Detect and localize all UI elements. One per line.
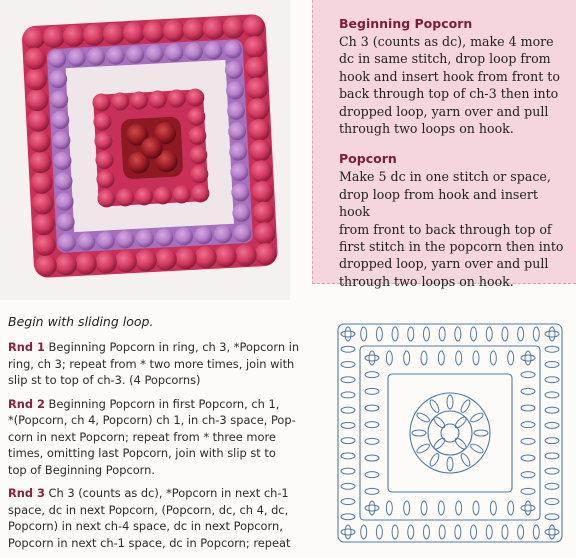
popcorn-symbol: [490, 501, 496, 515]
round-label: Rnd 1: [8, 340, 45, 354]
popcorn-text: [339, 168, 564, 290]
text-line: first stitch in the popcorn then into: [339, 239, 564, 255]
popcorn-symbol: [432, 415, 446, 429]
popcorn-symbol: [345, 327, 351, 341]
popcorn-symbol: [473, 351, 479, 365]
beginning-popcorn-heading: Beginning Popcorn: [339, 16, 473, 31]
stitch-definitions-box: [312, 0, 576, 289]
popcorn-symbol: [447, 395, 453, 409]
crochet-symbol-chart: [330, 318, 570, 547]
popcorn-symbol: [423, 327, 429, 341]
text-line: hook and insert hook from front to: [339, 68, 560, 84]
popcorn-symbol: [474, 430, 488, 436]
text-line: through two loops on hook.: [339, 121, 514, 137]
popcorn-symbol: [518, 525, 524, 539]
popcorn-symbol: [408, 525, 414, 539]
popcorn-symbol: [549, 327, 555, 341]
round-1: [8, 339, 313, 389]
popcorn-symbol: [454, 437, 468, 451]
popcorn-symbol: [521, 388, 535, 394]
popcorn-symbol: [533, 525, 539, 539]
popcorn-symbol: [432, 437, 446, 451]
round-label: Rnd 2: [8, 396, 45, 411]
popcorn-symbol: [365, 438, 379, 444]
popcorn-symbol: [376, 525, 382, 539]
popcorn-symbol: [455, 327, 461, 341]
popcorn-symbol: [545, 483, 559, 489]
popcorn-symbol: [361, 525, 367, 539]
popcorn-symbol: [490, 351, 496, 365]
popcorn-symbol: [365, 422, 379, 428]
popcorn-symbol: [341, 483, 355, 489]
popcorn-symbol: [545, 346, 559, 352]
text-line: dc in same stitch, drop loop from: [339, 51, 551, 67]
popcorn-symbol: [521, 488, 535, 494]
popcorn-symbol: [447, 457, 453, 471]
popcorn-symbol: [469, 411, 484, 423]
popcorn-symbol: [386, 501, 392, 515]
text-line: ring, ch 3; repeat from * two more times, join with: [8, 356, 295, 371]
popcorn-symbol: [525, 501, 531, 515]
popcorn-symbol: [454, 415, 468, 429]
popcorn-symbol: [533, 327, 539, 341]
popcorn-symbol: [392, 327, 398, 341]
popcorn-symbol: [469, 442, 484, 454]
popcorn-symbol: [545, 331, 559, 337]
popcorn-symbol: [521, 355, 535, 361]
popcorn-symbol: [549, 525, 555, 539]
popcorn-symbol: [416, 442, 431, 454]
popcorn-symbol: [365, 488, 379, 494]
popcorn-symbol: [365, 388, 379, 394]
popcorn-symbol: [525, 351, 531, 365]
text-line: through two loops on hook.: [339, 273, 514, 289]
text-line: Popcorn) in next ch-4 space, dc in next Popcorn,: [8, 519, 283, 533]
popcorn-symbol: [365, 355, 379, 361]
popcorn-symbol: [545, 453, 559, 459]
popcorn-symbol: [486, 525, 492, 539]
text-line: space, dc in next Popcorn, (Popcorn, dc, ch 4, dc,: [8, 502, 289, 517]
popcorn-symbol: [421, 351, 427, 365]
popcorn-symbol: [545, 438, 559, 444]
popcorn-heading: Popcorn: [339, 151, 397, 167]
text-line: Beginning Popcorn in ring, ch 3, *Popcorn in: [44, 340, 300, 354]
popcorn-symbol: [386, 351, 392, 365]
text-line: Ch 3 (counts as dc), make 4 more: [339, 34, 554, 49]
popcorn-symbol: [521, 372, 535, 378]
popcorn-symbol: [423, 525, 429, 539]
beginning-popcorn-text: [339, 33, 564, 137]
popcorn-symbol: [428, 399, 440, 414]
popcorn-symbol: [545, 407, 559, 413]
popcorn-symbol: [341, 392, 355, 398]
popcorn-symbol: [508, 501, 514, 515]
popcorn-symbol: [341, 529, 355, 535]
popcorn-symbol: [341, 407, 355, 413]
text-line: times, omitting last Popcorn, join with slip st to: [8, 446, 276, 460]
popcorn-symbol: [502, 525, 508, 539]
popcorn-symbol: [404, 501, 410, 515]
popcorn-symbol: [471, 525, 477, 539]
popcorn-symbol: [404, 351, 410, 365]
popcorn-symbol: [345, 525, 351, 539]
popcorn-symbol: [521, 438, 535, 444]
popcorn-symbol: [439, 525, 445, 539]
popcorn-symbol: [545, 361, 559, 367]
popcorn-symbol: [341, 514, 355, 520]
popcorn-symbol: [545, 499, 559, 505]
popcorn-symbol: [545, 377, 559, 383]
popcorn-symbol: [545, 529, 559, 535]
popcorn-symbol: [341, 422, 355, 428]
popcorn-symbol: [376, 327, 382, 341]
text-line: *(Popcorn, ch 4, Popcorn) ch 1, in ch-3 space, Pop-: [8, 413, 296, 427]
popcorn-symbol: [456, 501, 462, 515]
popcorn-symbol: [545, 392, 559, 398]
symbol-chart-drawing: [330, 318, 570, 547]
popcorn-symbol: [341, 453, 355, 459]
crochet-square-photo: [0, 0, 290, 300]
popcorn-symbol: [365, 505, 379, 511]
text-line: Make 5 dc in one stitch or space,: [339, 169, 551, 185]
popcorn-symbol: [473, 501, 479, 515]
round-label: Rnd 3: [8, 486, 45, 500]
text-line: Popcorn in next ch-1 space, dc in Popcorn; repeat: [8, 535, 291, 550]
popcorn-symbol: [521, 455, 535, 461]
intro-line: Begin with sliding loop.: [8, 314, 154, 329]
popcorn-symbol: [341, 377, 355, 383]
text-line: slip st to top of ch-3. (4 Popcorns): [8, 373, 201, 387]
popcorn-symbol: [459, 452, 471, 467]
round-3: [8, 485, 313, 551]
text-line: Beginning Popcorn in first Popcorn, ch 1,: [44, 396, 280, 411]
popcorn-symbol: [471, 327, 477, 341]
popcorn-symbol: [408, 327, 414, 341]
round-2: [8, 396, 313, 479]
popcorn-symbol: [341, 438, 355, 444]
popcorn-symbol: [341, 346, 355, 352]
popcorn-symbol: [438, 351, 444, 365]
popcorn-symbol: [456, 351, 462, 365]
popcorn-symbol: [502, 327, 508, 341]
popcorn-symbol: [455, 525, 461, 539]
popcorn-symbol: [459, 399, 471, 414]
pattern-instructions: [8, 314, 313, 558]
popcorn-symbol: [341, 331, 355, 337]
popcorn-symbol: [365, 472, 379, 478]
text-line: back through top of ch-3 then into: [339, 86, 559, 102]
popcorn-symbol: [369, 351, 375, 365]
text-line: dropped loop, yarn over and pull: [339, 256, 549, 272]
popcorn-symbol: [521, 422, 535, 428]
popcorn-symbol: [341, 468, 355, 474]
popcorn-symbol: [392, 525, 398, 539]
popcorn-symbol: [438, 501, 444, 515]
popcorn-symbol: [545, 514, 559, 520]
popcorn-symbol: [521, 405, 535, 411]
popcorn-symbol: [486, 327, 492, 341]
popcorn-symbol: [521, 505, 535, 511]
text-line: from front to back through top of: [339, 221, 552, 237]
popcorn-symbol: [341, 499, 355, 505]
popcorn-symbol: [521, 472, 535, 478]
text-line: Ch 3 (counts as dc), *Popcorn in next ch-1: [44, 486, 289, 500]
popcorn-symbol: [365, 405, 379, 411]
text-line: dropped loop, yarn over and pull: [339, 103, 549, 119]
popcorn-symbol: [416, 411, 431, 423]
popcorn-symbol: [341, 361, 355, 367]
text-line: corn in next Popcorn; repeat from * three more: [8, 429, 276, 444]
popcorn-symbol: [439, 327, 445, 341]
popcorn-symbol: [365, 372, 379, 378]
popcorn-symbol: [508, 351, 514, 365]
popcorn-symbol: [421, 501, 427, 515]
popcorn-symbol: [545, 468, 559, 474]
popcorn-symbol: [545, 422, 559, 428]
popcorn-symbol: [365, 455, 379, 461]
popcorn-symbol: [369, 501, 375, 515]
text-line: drop loop from hook and insert hook: [339, 186, 538, 220]
popcorn-symbol: [518, 327, 524, 341]
popcorn-symbol: [361, 327, 367, 341]
popcorn-symbol: [428, 452, 440, 467]
popcorn-symbol: [412, 430, 426, 436]
text-line: top of Beginning Popcorn.: [8, 462, 155, 477]
crochet-square-illustration: [0, 0, 290, 300]
